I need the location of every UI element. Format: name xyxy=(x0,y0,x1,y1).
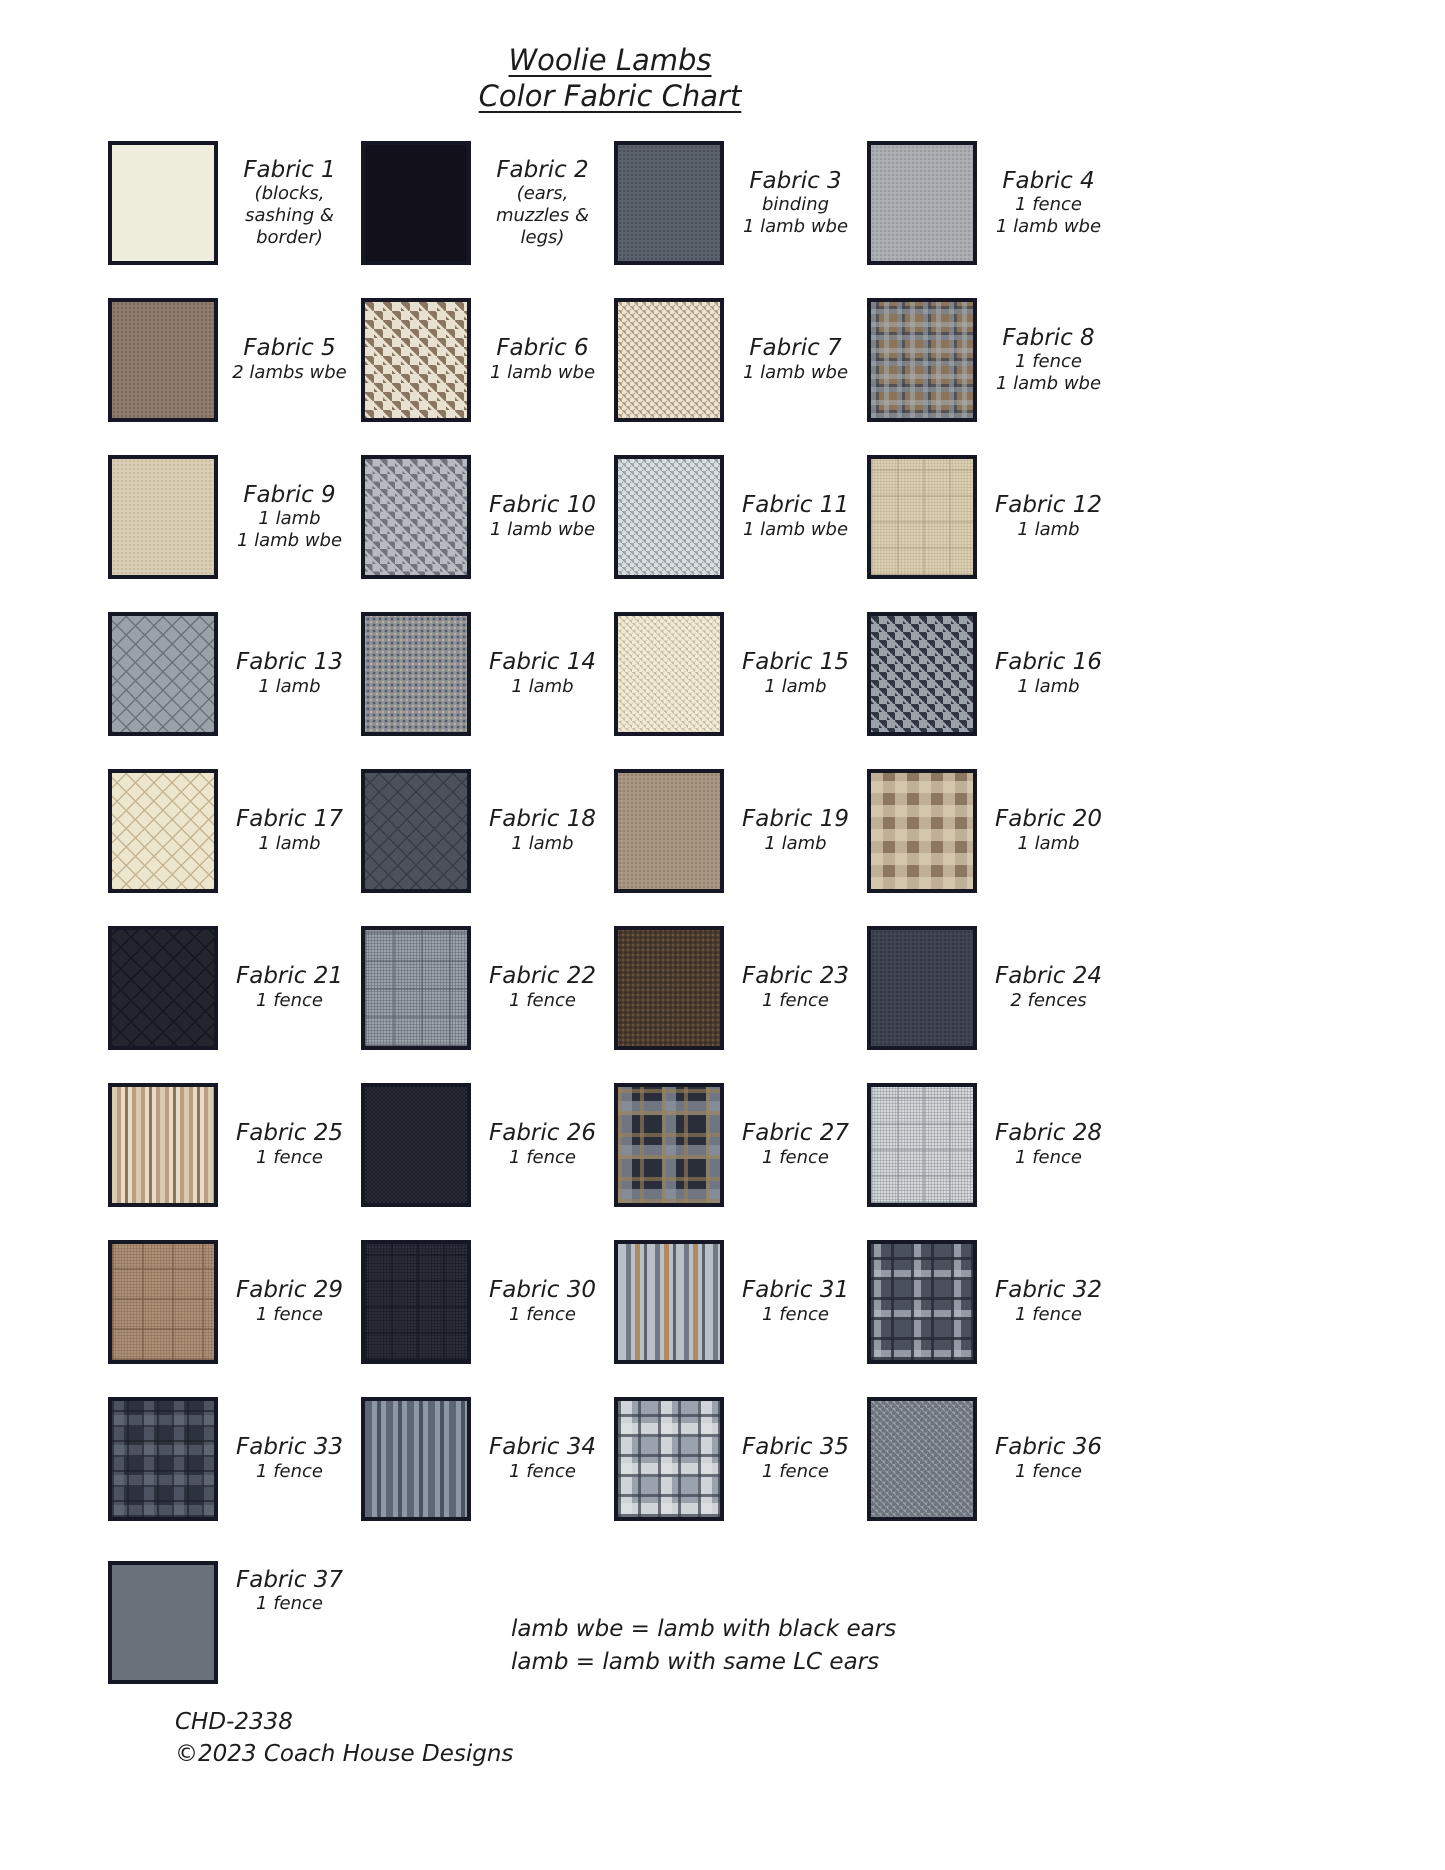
fabric-swatch xyxy=(614,926,724,1050)
fabric-desc xyxy=(979,351,1118,394)
fabric-swatch xyxy=(614,769,724,893)
fabric-swatch xyxy=(361,141,471,265)
fabric-desc-line: 1 lamb xyxy=(258,508,321,530)
fabric-desc xyxy=(220,508,359,551)
fabric-name: Fabric 27 xyxy=(742,1120,849,1147)
fabric-desc xyxy=(979,990,1118,1012)
legend xyxy=(511,1561,896,1684)
fabric-name: Fabric 30 xyxy=(489,1277,596,1304)
fabric-cell xyxy=(108,141,361,265)
fabric-cell xyxy=(867,769,1120,893)
fabric-name: Fabric 23 xyxy=(742,963,849,990)
fabric-cell xyxy=(108,612,361,736)
fabric-desc xyxy=(726,990,865,1012)
fabric-name: Fabric 36 xyxy=(995,1434,1102,1461)
fabric-cell xyxy=(614,612,867,736)
fabric-swatch xyxy=(867,455,977,579)
fabric-cell xyxy=(361,612,614,736)
fabric-cell xyxy=(108,1561,361,1684)
fabric-swatch xyxy=(867,612,977,736)
fabric-name: Fabric 25 xyxy=(236,1120,343,1147)
fabric-cell xyxy=(614,1397,867,1521)
fabric-desc-line: 1 lamb xyxy=(764,675,827,697)
fabric-desc-line: 1 fence xyxy=(1015,1460,1082,1482)
fabric-swatch xyxy=(108,1397,218,1521)
fabric-name: Fabric 16 xyxy=(995,649,1102,676)
fabric-desc xyxy=(979,194,1118,237)
fabric-desc xyxy=(979,676,1118,698)
fabric-desc-line: (ears, xyxy=(516,183,569,205)
fabric-desc-line: 1 fence xyxy=(1015,1146,1082,1168)
fabric-cell xyxy=(614,769,867,893)
fabric-swatch xyxy=(108,926,218,1050)
fabric-label xyxy=(471,612,614,736)
page-title-line2: Color Fabric Chart xyxy=(478,79,742,114)
fabric-desc xyxy=(473,1461,612,1483)
fabric-cell xyxy=(614,1240,867,1364)
fabric-desc-line: 1 lamb wbe xyxy=(236,529,343,551)
fabric-cell xyxy=(361,141,614,265)
fabric-name: Fabric 22 xyxy=(489,963,596,990)
fabric-label xyxy=(218,926,361,1050)
fabric-swatch xyxy=(108,1240,218,1364)
fabric-label xyxy=(724,298,867,422)
fabric-cell xyxy=(867,455,1120,579)
fabric-desc-line: 1 fence xyxy=(762,989,829,1011)
fabric-cell xyxy=(614,298,867,422)
fabric-desc-line: border) xyxy=(256,226,323,248)
fabric-desc-line: 1 fence xyxy=(1015,194,1082,216)
fabric-cell xyxy=(108,1240,361,1364)
fabric-label xyxy=(218,1561,361,1684)
fabric-desc-line: 1 fence xyxy=(256,1146,323,1168)
fabric-name: Fabric 2 xyxy=(496,156,589,183)
fabric-desc xyxy=(726,833,865,855)
legend-line2: lamb = lamb with same LC ears xyxy=(511,1648,880,1675)
fabric-cell xyxy=(108,1397,361,1521)
fabric-name: Fabric 15 xyxy=(742,649,849,676)
fabric-label xyxy=(977,141,1120,265)
fabric-label xyxy=(471,1397,614,1521)
fabric-37-slot xyxy=(108,1561,361,1684)
fabric-label xyxy=(724,455,867,579)
fabric-desc-line: 1 lamb xyxy=(764,832,827,854)
fabric-label xyxy=(977,1397,1120,1521)
fabric-desc-line: 1 fence xyxy=(509,1303,576,1325)
fabric-swatch xyxy=(108,1083,218,1207)
fabric-desc-line: 1 fence xyxy=(762,1460,829,1482)
fabric-desc-line: 1 lamb xyxy=(511,675,574,697)
fabric-cell xyxy=(108,298,361,422)
fabric-cell xyxy=(108,455,361,579)
fabric-label xyxy=(977,926,1120,1050)
fabric-swatch xyxy=(361,1083,471,1207)
fabric-name: Fabric 29 xyxy=(236,1277,343,1304)
fabric-name: Fabric 17 xyxy=(236,806,343,833)
fabric-cell xyxy=(614,926,867,1050)
pattern-code: CHD-2338 xyxy=(175,1708,293,1735)
fabric-cell xyxy=(361,769,614,893)
fabric-label xyxy=(471,455,614,579)
fabric-name: Fabric 11 xyxy=(742,492,849,519)
fabric-swatch xyxy=(361,455,471,579)
fabric-desc-line: 1 lamb wbe xyxy=(742,518,849,540)
fabric-swatch xyxy=(108,141,218,265)
fabric-swatch xyxy=(867,769,977,893)
fabric-desc xyxy=(473,519,612,541)
fabric-name: Fabric 5 xyxy=(243,335,336,362)
fabric-swatch xyxy=(614,455,724,579)
fabric-swatch xyxy=(867,298,977,422)
fabric-name: Fabric 3 xyxy=(749,167,842,194)
fabric-desc xyxy=(220,362,359,384)
fabric-swatch xyxy=(108,455,218,579)
fabric-desc-line: 1 fence xyxy=(256,1460,323,1482)
page-title-line1: Woolie Lambs xyxy=(508,43,712,77)
fabric-cell xyxy=(361,298,614,422)
fabric-swatch xyxy=(614,1240,724,1364)
fabric-desc xyxy=(220,833,359,855)
fabric-label xyxy=(724,1083,867,1207)
fabric-cell xyxy=(867,1240,1120,1364)
fabric-name: Fabric 10 xyxy=(489,492,596,519)
fabric-cell xyxy=(867,141,1120,265)
fabric-name: Fabric 9 xyxy=(243,481,336,508)
fabric-name: Fabric 35 xyxy=(742,1434,849,1461)
page-title xyxy=(100,0,1120,115)
fabric-cell xyxy=(361,1240,614,1364)
fabric-desc-line: legs) xyxy=(520,226,565,248)
fabric-desc-line: 1 lamb xyxy=(1017,832,1080,854)
fabric-label xyxy=(724,141,867,265)
fabric-name: Fabric 6 xyxy=(496,335,589,362)
fabric-swatch xyxy=(361,612,471,736)
fabric-swatch xyxy=(108,769,218,893)
fabric-swatch xyxy=(361,1240,471,1364)
fabric-desc-line: 1 lamb xyxy=(258,675,321,697)
fabric-desc xyxy=(220,676,359,698)
fabric-swatch xyxy=(614,1397,724,1521)
fabric-desc xyxy=(220,1304,359,1326)
fabric-name: Fabric 8 xyxy=(1002,324,1095,351)
fabric-label xyxy=(724,612,867,736)
fabric-desc xyxy=(726,519,865,541)
fabric-name: Fabric 4 xyxy=(1002,167,1095,194)
fabric-desc xyxy=(473,990,612,1012)
fabric-label xyxy=(977,455,1120,579)
fabric-desc xyxy=(220,990,359,1012)
fabric-label xyxy=(724,1240,867,1364)
bottom-row xyxy=(108,1561,1220,1684)
fabric-name: Fabric 19 xyxy=(742,806,849,833)
fabric-swatch xyxy=(361,298,471,422)
fabric-name: Fabric 13 xyxy=(236,649,343,676)
fabric-name: Fabric 1 xyxy=(243,156,336,183)
fabric-name: Fabric 32 xyxy=(995,1277,1102,1304)
fabric-swatch xyxy=(361,1397,471,1521)
fabric-label xyxy=(218,769,361,893)
fabric-desc xyxy=(726,194,865,237)
fabric-desc-line: (blocks, xyxy=(254,183,325,205)
footer xyxy=(175,1706,1220,1770)
fabric-label xyxy=(218,1083,361,1207)
fabric-desc-line: 1 lamb xyxy=(258,832,321,854)
fabric-name: Fabric 33 xyxy=(236,1434,343,1461)
fabric-cell xyxy=(867,1083,1120,1207)
fabric-label xyxy=(218,612,361,736)
fabric-desc-line: 1 lamb wbe xyxy=(742,361,849,383)
fabric-desc-line: 1 lamb xyxy=(1017,675,1080,697)
fabric-desc xyxy=(726,362,865,384)
fabric-label xyxy=(724,926,867,1050)
fabric-label xyxy=(471,926,614,1050)
fabric-desc xyxy=(220,183,359,248)
fabric-cell xyxy=(361,1083,614,1207)
fabric-swatch xyxy=(108,1561,218,1684)
fabric-chart-page xyxy=(100,0,1220,1770)
fabric-swatch xyxy=(108,298,218,422)
fabric-cell xyxy=(108,1083,361,1207)
fabric-label xyxy=(471,1083,614,1207)
fabric-desc-line: 1 fence xyxy=(762,1146,829,1168)
legend-line1: lamb wbe = lamb with black ears xyxy=(511,1615,897,1642)
fabric-label xyxy=(724,769,867,893)
fabric-cell xyxy=(614,141,867,265)
fabric-name: Fabric 7 xyxy=(749,335,842,362)
fabric-swatch xyxy=(108,612,218,736)
fabric-desc xyxy=(979,1304,1118,1326)
fabric-swatch xyxy=(361,769,471,893)
fabric-name: Fabric 34 xyxy=(489,1434,596,1461)
fabric-label xyxy=(977,612,1120,736)
fabric-label xyxy=(471,1240,614,1364)
fabric-desc xyxy=(979,1461,1118,1483)
fabric-desc xyxy=(979,1147,1118,1169)
fabric-name: Fabric 24 xyxy=(995,963,1102,990)
fabric-desc xyxy=(979,519,1118,541)
fabric-desc-line: 1 lamb wbe xyxy=(995,372,1102,394)
fabric-desc xyxy=(726,1147,865,1169)
fabric-label xyxy=(218,298,361,422)
fabric-label xyxy=(977,1083,1120,1207)
fabric-desc-line: 1 fence xyxy=(509,989,576,1011)
copyright: ©2023 Coach House Designs xyxy=(175,1740,514,1767)
fabric-label xyxy=(977,1240,1120,1364)
fabric-desc xyxy=(473,676,612,698)
fabric-desc-line: 1 lamb wbe xyxy=(489,518,596,540)
fabric-swatch xyxy=(614,298,724,422)
fabric-desc xyxy=(726,676,865,698)
fabric-desc-line: 1 fence xyxy=(256,989,323,1011)
fabric-desc-line: 1 lamb wbe xyxy=(489,361,596,383)
fabric-desc-line: 1 fence xyxy=(256,1592,323,1614)
fabric-label xyxy=(218,1397,361,1521)
fabric-name: Fabric 21 xyxy=(236,963,343,990)
fabric-label xyxy=(471,298,614,422)
fabric-swatch xyxy=(867,1397,977,1521)
fabric-cell xyxy=(361,926,614,1050)
fabric-label xyxy=(218,1240,361,1364)
fabric-desc xyxy=(220,1461,359,1483)
fabric-grid xyxy=(108,141,1220,1521)
fabric-desc-line: 1 lamb xyxy=(511,832,574,854)
fabric-label xyxy=(218,455,361,579)
fabric-desc-line: muzzles & xyxy=(495,204,590,226)
fabric-desc xyxy=(726,1304,865,1326)
fabric-cell xyxy=(867,1397,1120,1521)
fabric-swatch xyxy=(614,141,724,265)
fabric-desc-line: 1 fence xyxy=(509,1146,576,1168)
fabric-name: Fabric 37 xyxy=(236,1566,343,1593)
fabric-cell xyxy=(614,1083,867,1207)
fabric-swatch xyxy=(361,926,471,1050)
fabric-cell xyxy=(867,926,1120,1050)
fabric-desc xyxy=(473,183,612,248)
fabric-desc-line: 2 lambs wbe xyxy=(232,361,347,383)
fabric-desc xyxy=(473,1304,612,1326)
fabric-desc-line: 2 fences xyxy=(1010,989,1087,1011)
fabric-desc xyxy=(220,1593,359,1615)
fabric-desc xyxy=(473,362,612,384)
fabric-desc xyxy=(473,1147,612,1169)
fabric-desc-line: 1 lamb wbe xyxy=(742,215,849,237)
fabric-cell xyxy=(108,769,361,893)
fabric-name: Fabric 12 xyxy=(995,492,1102,519)
fabric-cell xyxy=(108,926,361,1050)
fabric-cell xyxy=(361,455,614,579)
fabric-desc-line: 1 fence xyxy=(256,1303,323,1325)
fabric-desc-line: 1 fence xyxy=(1015,351,1082,373)
fabric-cell xyxy=(867,612,1120,736)
fabric-desc-line: 1 fence xyxy=(762,1303,829,1325)
fabric-desc-line: binding xyxy=(761,194,830,216)
fabric-name: Fabric 20 xyxy=(995,806,1102,833)
fabric-swatch xyxy=(614,612,724,736)
fabric-name: Fabric 14 xyxy=(489,649,596,676)
fabric-desc-line: 1 fence xyxy=(1015,1303,1082,1325)
fabric-desc xyxy=(726,1461,865,1483)
fabric-cell xyxy=(867,298,1120,422)
fabric-cell xyxy=(614,455,867,579)
fabric-swatch xyxy=(614,1083,724,1207)
fabric-desc xyxy=(473,833,612,855)
fabric-name: Fabric 31 xyxy=(742,1277,849,1304)
fabric-name: Fabric 28 xyxy=(995,1120,1102,1147)
fabric-swatch xyxy=(867,1083,977,1207)
fabric-label xyxy=(218,141,361,265)
fabric-label xyxy=(471,769,614,893)
fabric-label xyxy=(977,298,1120,422)
fabric-swatch xyxy=(867,1240,977,1364)
fabric-name: Fabric 18 xyxy=(489,806,596,833)
fabric-name: Fabric 26 xyxy=(489,1120,596,1147)
fabric-desc xyxy=(220,1147,359,1169)
fabric-desc xyxy=(979,833,1118,855)
fabric-label xyxy=(471,141,614,265)
fabric-swatch xyxy=(867,926,977,1050)
fabric-cell xyxy=(361,1397,614,1521)
fabric-label xyxy=(977,769,1120,893)
fabric-desc-line: sashing & xyxy=(245,204,334,226)
fabric-desc-line: 1 fence xyxy=(509,1460,576,1482)
fabric-swatch xyxy=(867,141,977,265)
fabric-desc-line: 1 lamb xyxy=(1017,518,1080,540)
fabric-desc-line: 1 lamb wbe xyxy=(995,215,1102,237)
fabric-label xyxy=(724,1397,867,1521)
